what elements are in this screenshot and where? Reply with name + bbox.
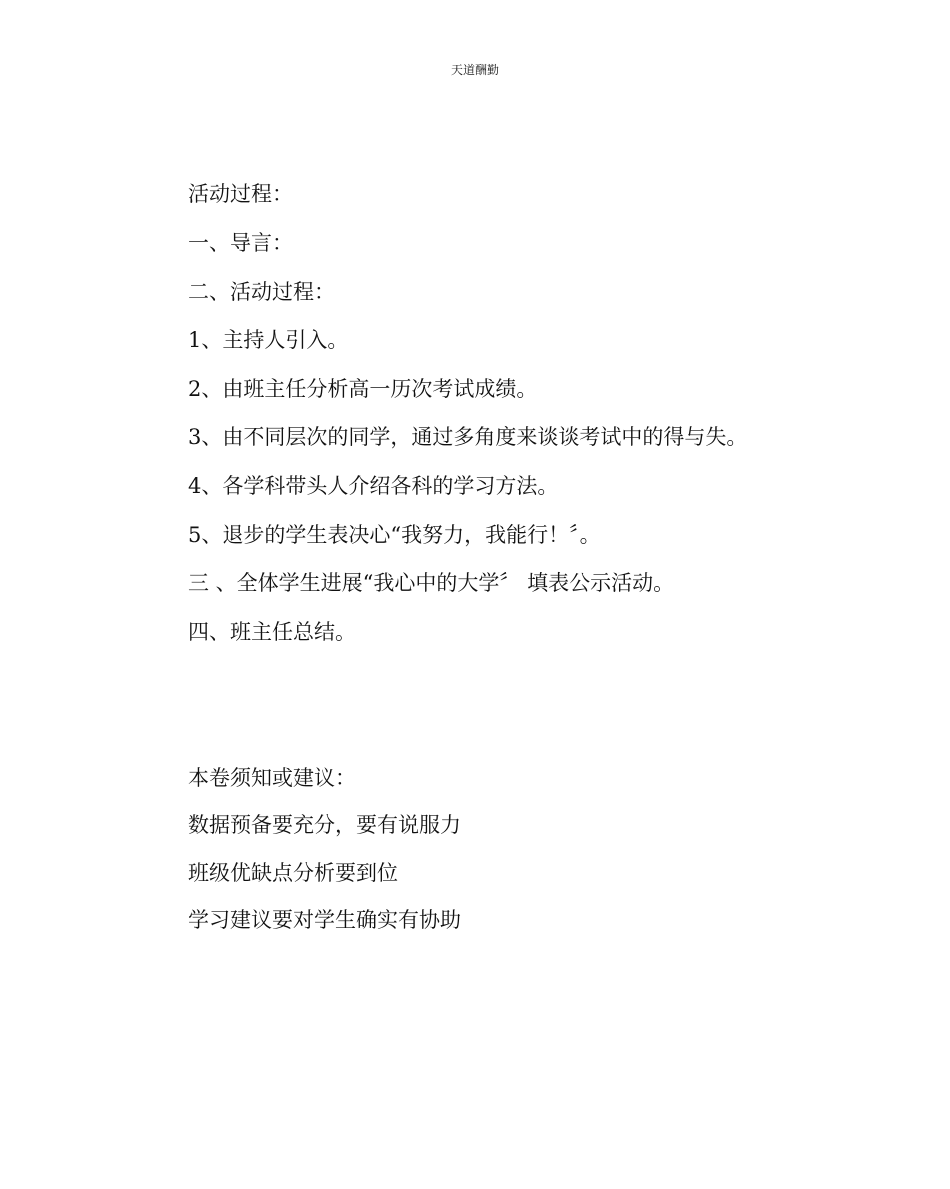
notes-title: 本卷须知或建议：: [188, 766, 356, 790]
note-3: 学习建议要对学生确实有协助: [188, 908, 461, 932]
step-5: 5、退步的学生表决心“我努力，我能行！〞。: [188, 523, 601, 547]
page-header: 天道酬勤: [450, 63, 499, 77]
item-introduction: 一、导言：: [188, 231, 293, 255]
step-1: 1、主持人引入。: [188, 328, 349, 352]
item-four: 四、班主任总结。: [188, 620, 356, 644]
note-1: 数据预备要充分，要有说服力: [188, 813, 461, 837]
section-title-activity-process: 活动过程：: [188, 182, 293, 206]
item-activity-process: 二、活动过程：: [188, 280, 335, 304]
step-2: 2、由班主任分析高一历次考试成绩。: [188, 377, 538, 401]
note-2: 班级优缺点分析要到位: [188, 861, 398, 885]
step-4: 4、各学科带头人介绍各科的学习方法。: [188, 474, 559, 498]
step-3: 3、由不同层次的同学，通过多角度来谈谈考试中的得与失。: [188, 425, 748, 449]
item-three: 三 、全体学生进展“我心中的大学〞 填表公示活动。: [188, 571, 675, 595]
